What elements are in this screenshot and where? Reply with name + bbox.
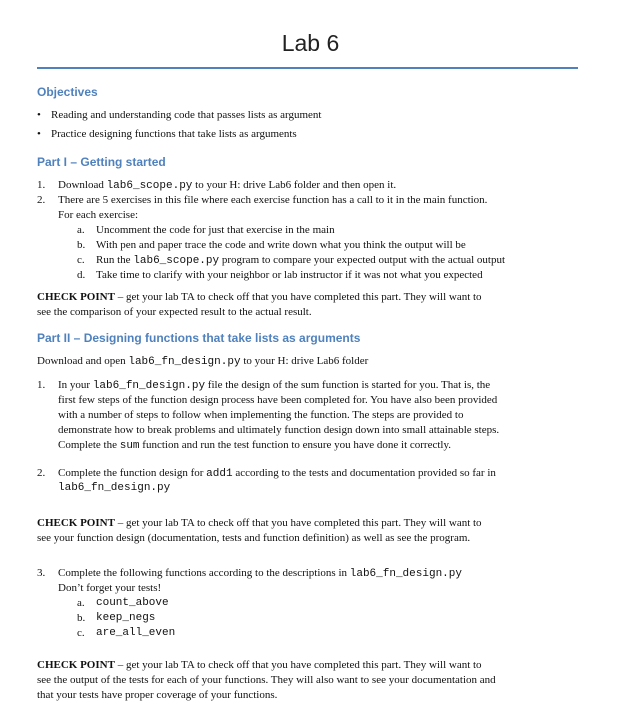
sub-letter: c. bbox=[77, 254, 85, 266]
checkpoint-text: CHECK POINT – get your lab TA to check off that you have completed this part. They will want to bbox=[37, 659, 482, 671]
function-name: are_all_even bbox=[96, 627, 176, 639]
list-item: In your lab6_fn_design.py file the design of the sum function is started for you. That is, the bbox=[58, 379, 491, 392]
list-item: Download lab6_scope.py to your H: drive Lab6 folder and then open it. bbox=[58, 179, 397, 192]
objectives-heading: Objectives bbox=[37, 85, 98, 99]
list-number: 1. bbox=[37, 379, 46, 391]
objective-item: Practice designing functions that take lists as arguments bbox=[51, 128, 297, 140]
sub-item: With pen and paper trace the code and write down what you think the output will be bbox=[96, 239, 466, 251]
list-item: Complete the function design for add1 according to the tests and documentation provided so far in bbox=[58, 467, 496, 480]
part2-heading: Part II – Designing functions that take lists as arguments bbox=[37, 331, 361, 345]
part1-heading: Part I – Getting started bbox=[37, 155, 166, 169]
list-number: 1. bbox=[37, 179, 46, 191]
objective-item: Reading and understanding code that passes lists as argument bbox=[51, 109, 322, 121]
list-number: 2. bbox=[37, 467, 46, 479]
list-item: Complete the sum function and run the test function to ensure you have done it correctly. bbox=[58, 439, 452, 452]
sub-item: Uncomment the code for just that exercise in the main bbox=[96, 224, 335, 236]
sub-item: Take time to clarify with your neighbor or lab instructor if it was not what you expected bbox=[96, 269, 483, 281]
sub-letter: b. bbox=[77, 612, 86, 624]
list-item: with a number of steps to follow when implementing the function. The steps are provided to bbox=[58, 409, 464, 421]
sub-letter: a. bbox=[77, 597, 85, 609]
list-item: Don’t forget your tests! bbox=[58, 582, 162, 594]
checkpoint-text: that your tests have proper coverage of your functions. bbox=[37, 689, 278, 701]
checkpoint-text: CHECK POINT – get your lab TA to check off that you have completed this part. They will want to bbox=[37, 517, 482, 529]
sub-letter: a. bbox=[77, 224, 85, 236]
list-item: Complete the following functions according to the descriptions in lab6_fn_design.py bbox=[58, 567, 462, 580]
list-item: There are 5 exercises in this file where each exercise function has a call to it in the main function. bbox=[58, 194, 488, 206]
checkpoint-text: see the comparison of your expected result to the actual result. bbox=[37, 306, 312, 318]
list-item-code: lab6_fn_design.py bbox=[58, 482, 171, 494]
sub-letter: b. bbox=[77, 239, 86, 251]
checkpoint-text: see your function design (documentation, tests and function definition) as well as see the program. bbox=[37, 532, 471, 544]
function-name: keep_negs bbox=[96, 612, 156, 624]
sub-item: Run the lab6_scope.py program to compare your expected output with the actual output bbox=[96, 254, 506, 267]
bullet-icon: • bbox=[37, 109, 41, 121]
paragraph: Download and open lab6_fn_design.py to your H: drive Lab6 folder bbox=[37, 355, 369, 368]
title-divider bbox=[37, 67, 578, 69]
sub-letter: d. bbox=[77, 269, 86, 281]
page-title: Lab 6 bbox=[281, 30, 340, 56]
list-number: 2. bbox=[37, 194, 46, 206]
checkpoint-text: CHECK POINT – get your lab TA to check off that you have completed this part. They will want to bbox=[37, 291, 482, 303]
sub-letter: c. bbox=[77, 627, 85, 639]
checkpoint-text: see the output of the tests for each of your functions. They will also want to see your documentation and bbox=[37, 674, 496, 686]
function-name: count_above bbox=[96, 597, 169, 609]
list-item: first few steps of the function design process have been completed for. You have also been provided bbox=[58, 394, 498, 406]
list-item: demonstrate how to break problems and ultimately function design down into small attainable steps. bbox=[58, 424, 500, 436]
list-item: For each exercise: bbox=[58, 209, 139, 221]
bullet-icon: • bbox=[37, 128, 41, 140]
list-number: 3. bbox=[37, 567, 46, 579]
